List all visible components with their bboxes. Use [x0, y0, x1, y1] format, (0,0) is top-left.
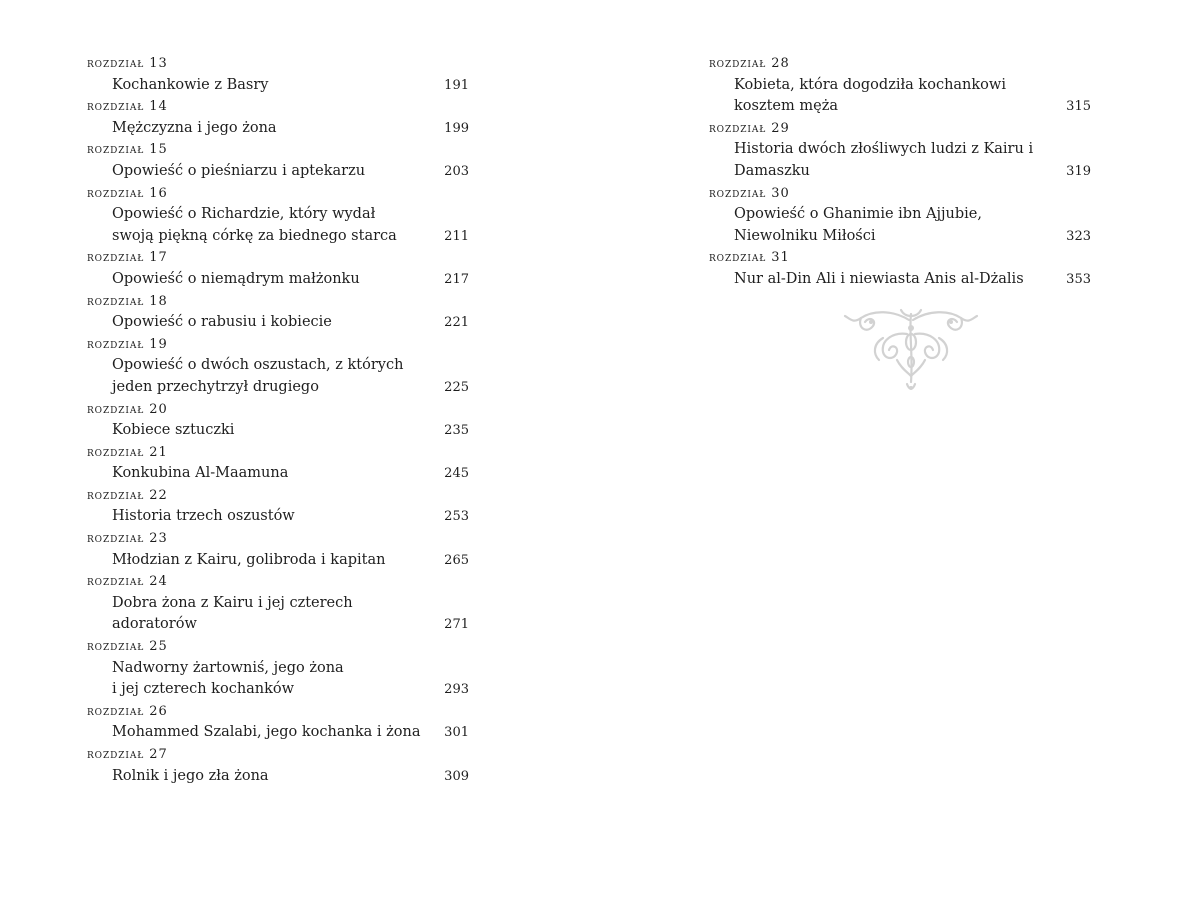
- chapter-label: rozdział 25: [87, 639, 168, 655]
- toc-entry: [87, 183, 469, 248]
- page-number: 245: [444, 466, 469, 482]
- chapter-title-row: [709, 139, 1091, 182]
- page-number: 315: [1066, 99, 1091, 115]
- page-number: 301: [444, 725, 469, 741]
- chapter-label: rozdział 21: [87, 444, 168, 460]
- toc-entry: [87, 96, 469, 139]
- toc-entry: [87, 485, 469, 528]
- chapter-title: Mężczyzna i jego żona: [112, 119, 277, 136]
- chapter-label: rozdział 22: [87, 487, 168, 503]
- page-number: 225: [444, 379, 469, 395]
- chapter-title-row: [87, 355, 469, 398]
- toc-entry: [709, 183, 1091, 248]
- chapter-title: Kobieta, która dogodziła kochankowi kosztem męża: [734, 76, 1006, 115]
- chapter-title-row: [87, 766, 469, 788]
- chapter-title-row: [87, 593, 469, 636]
- chapter-title-row: [87, 118, 469, 140]
- chapter-title: Opowieść o Ghanimie ibn Ajjubie, Niewolniku Miłości: [734, 206, 982, 244]
- page-number: 353: [1066, 271, 1091, 287]
- toc-entry: [87, 442, 469, 485]
- toc-entry: [87, 247, 469, 290]
- page-number: 265: [444, 552, 469, 568]
- page-number: 191: [444, 77, 469, 93]
- page-number: 253: [444, 509, 469, 525]
- toc-entry: [87, 139, 469, 182]
- chapter-title: Konkubina Al-Maamuna: [112, 465, 289, 482]
- page-number: 217: [444, 271, 469, 287]
- chapter-title: Nadworny żartowniś, jego żona i jej czterech kochanków: [112, 659, 344, 698]
- page-number: 293: [444, 682, 469, 698]
- page-number: 203: [444, 163, 469, 179]
- toc-entry: [87, 399, 469, 442]
- chapter-title-row: [87, 658, 469, 701]
- chapter-label: rozdział 14: [87, 99, 168, 115]
- chapter-title-row: [87, 463, 469, 485]
- toc-entry: [87, 636, 469, 701]
- chapter-title-row: [87, 204, 469, 247]
- toc-right-column: [709, 53, 1091, 291]
- toc-entry: [87, 701, 469, 744]
- chapter-title: Opowieść o rabusiu i kobiecie: [112, 314, 332, 331]
- chapter-label: rozdział 30: [709, 185, 790, 201]
- chapter-label: rozdział 17: [87, 250, 168, 266]
- chapter-label: rozdział 27: [87, 747, 168, 762]
- page-number: 199: [444, 120, 469, 136]
- page-number: 235: [444, 423, 469, 439]
- chapter-label: rozdział 23: [87, 531, 168, 547]
- page-number: 211: [444, 228, 469, 244]
- chapter-label: rozdział 28: [709, 56, 790, 71]
- toc-entry: [87, 291, 469, 334]
- toc-left-column: [87, 53, 469, 787]
- toc-entry: [87, 528, 469, 571]
- chapter-title-row: [87, 161, 469, 183]
- page-number: 309: [444, 768, 469, 784]
- toc-entry: [87, 571, 469, 636]
- chapter-title-row: [87, 506, 469, 528]
- chapter-label: rozdział 16: [87, 185, 168, 201]
- page-number: 271: [444, 617, 469, 633]
- chapter-title: Opowieść o Richardzie, który wydał swoją piękną córkę za biednego starca: [112, 206, 397, 244]
- chapter-title-row: [709, 269, 1091, 291]
- chapter-title-row: [87, 722, 469, 744]
- chapter-label: rozdział 24: [87, 574, 168, 590]
- page-number: 221: [444, 315, 469, 331]
- chapter-title: Opowieść o dwóch oszustach, z których jeden przechytrzył drugiego: [112, 357, 404, 395]
- chapter-title: Opowieść o pieśniarzu i aptekarzu: [112, 162, 366, 179]
- toc-entry: [87, 53, 469, 96]
- chapter-label: rozdział 29: [709, 120, 790, 136]
- chapter-title: Dobra żona z Kairu i jej czterech adoratorów: [112, 594, 353, 633]
- chapter-title: Mohammed Szalabi, jego kochanka i żona: [112, 724, 421, 741]
- chapter-title: Kochankowie z Basry: [112, 76, 269, 93]
- toc-entry: [709, 53, 1091, 118]
- chapter-title: Historia trzech oszustów: [112, 508, 295, 525]
- chapter-title: Kobiece sztuczki: [112, 422, 235, 439]
- page-number: 323: [1066, 228, 1091, 244]
- toc-entry: [709, 118, 1091, 183]
- chapter-label: rozdział 26: [87, 703, 168, 719]
- toc-entry: [87, 744, 469, 787]
- chapter-title: Rolnik i jego zła żona: [112, 767, 269, 784]
- chapter-title: Opowieść o niemądrym małżonku: [112, 270, 360, 287]
- chapter-title-row: [87, 420, 469, 442]
- page-number: 319: [1066, 163, 1091, 179]
- chapter-title-row: [87, 269, 469, 291]
- chapter-title-row: [87, 75, 469, 97]
- chapter-label: rozdział 19: [87, 336, 168, 352]
- toc-entry: [87, 334, 469, 399]
- chapter-title-row: [87, 550, 469, 572]
- chapter-label: rozdział 20: [87, 401, 168, 417]
- chapter-label: rozdział 13: [87, 56, 168, 71]
- chapter-title: Historia dwóch złośliwych ludzi z Kairu i Damaszku: [734, 141, 1034, 179]
- chapter-label: rozdział 15: [87, 142, 168, 158]
- toc-entry: [709, 247, 1091, 290]
- chapter-title: Nur al-Din Ali i niewiasta Anis al-Dżalis: [734, 270, 1024, 287]
- chapter-label: rozdział 18: [87, 293, 168, 309]
- chapter-title-row: [709, 75, 1091, 118]
- chapter-title-row: [87, 312, 469, 334]
- chapter-title: Młodzian z Kairu, golibroda i kapitan: [112, 551, 386, 568]
- chapter-label: rozdział 31: [709, 250, 790, 266]
- chapter-title-row: [709, 204, 1091, 247]
- arabesque-ornament-icon: [843, 304, 979, 390]
